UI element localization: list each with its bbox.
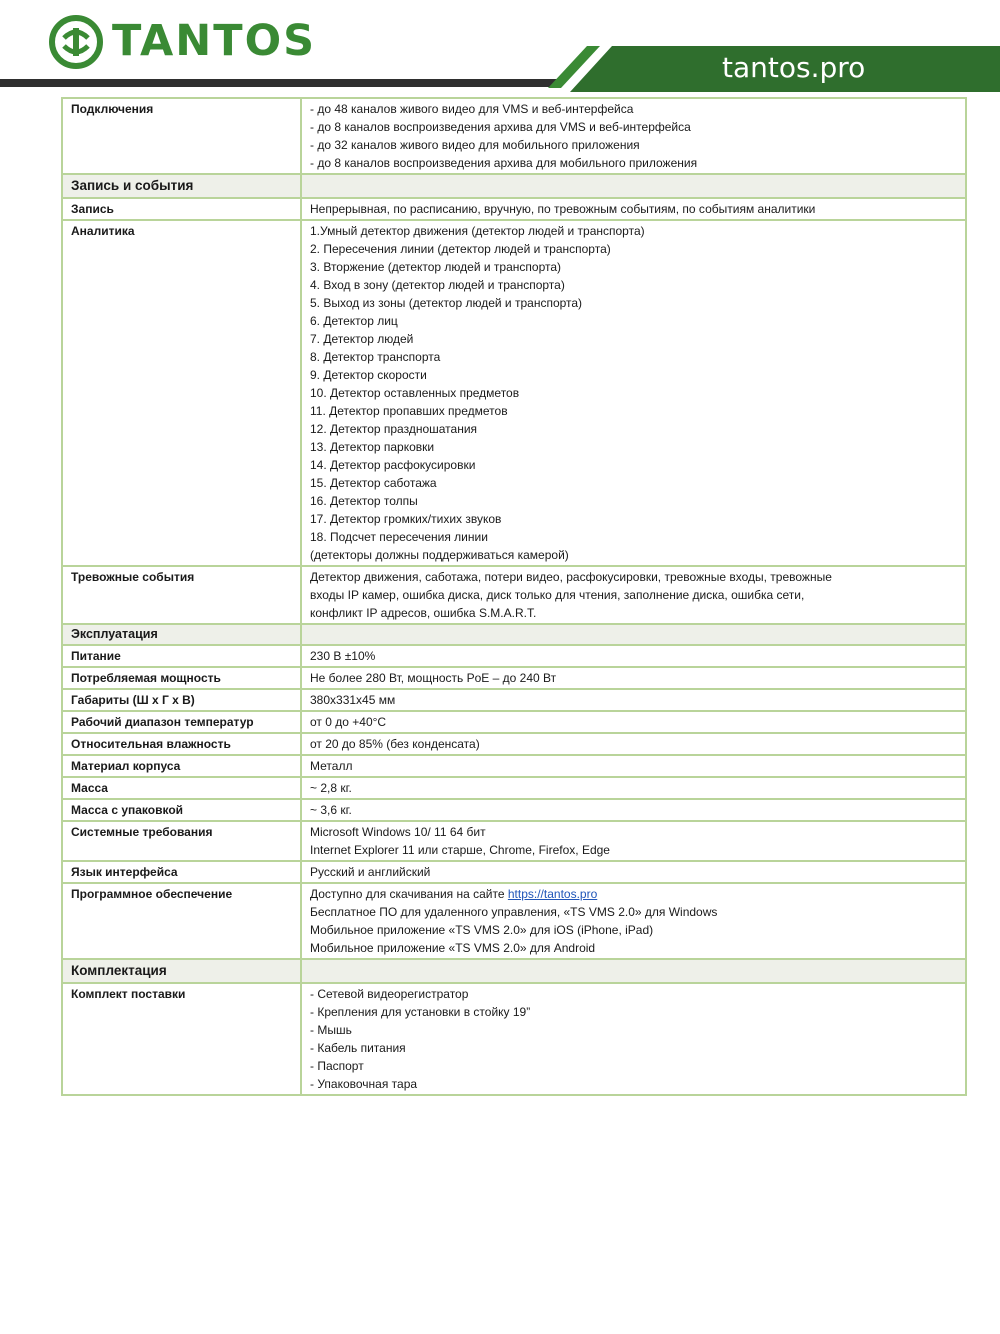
spec-table <box>61 97 967 1096</box>
list-item: Microsoft Windows 10/ 11 64 бит <box>310 825 486 839</box>
row-label: Масса <box>62 777 301 799</box>
section-filler <box>301 959 966 983</box>
table-row <box>62 220 966 566</box>
section-title: Запись и события <box>62 174 301 198</box>
list-item: 2. Пересечения линии (детектор людей и транспорта) <box>310 242 611 256</box>
list-item: 16. Детектор толпы <box>310 494 418 508</box>
list-item: - Мышь <box>310 1023 352 1037</box>
list-item: - Сетевой видеорегистратор <box>310 987 469 1001</box>
table-row <box>62 198 966 220</box>
list-item: конфликт IP адресов, ошибка S.M.A.R.T. <box>310 606 537 620</box>
list-item: 18. Подсчет пересечения линии <box>310 530 488 544</box>
table-row <box>62 711 966 733</box>
download-line <box>310 885 957 903</box>
row-value <box>301 983 966 1095</box>
section-filler <box>301 624 966 645</box>
table-row <box>62 983 966 1095</box>
list-item: 6. Детектор лиц <box>310 314 398 328</box>
row-label: Рабочий диапазон температур <box>62 711 301 733</box>
row-label: Материал корпуса <box>62 755 301 777</box>
brand-logo: TANTOS <box>112 16 317 66</box>
list-item: 10. Детектор оставленных предметов <box>310 386 520 400</box>
row-label: Относительная влажность <box>62 733 301 755</box>
row-label: Комплект поставки <box>62 983 301 1095</box>
list-item: 8. Детектор транспорта <box>310 350 441 364</box>
row-label: Подключения <box>62 98 301 174</box>
list-item: Детектор движения, саботажа, потери видео, расфокусировки, тревожные входы, тревожные <box>310 570 832 584</box>
list-item: Мобильное приложение «TS VMS 2.0» для iOS (iPhone, iPad) <box>310 923 654 937</box>
section-title: Комплектация <box>62 959 301 983</box>
row-value: 230 В ±10% <box>301 645 966 667</box>
row-value: Непрерывная, по расписанию, вручную, по тревожным событиям, по событиям аналитики <box>301 198 966 220</box>
list-item: 5. Выход из зоны (детектор людей и транспорта) <box>310 296 583 310</box>
row-value <box>301 98 966 174</box>
section-header-row <box>62 624 966 645</box>
list-item: 7. Детектор людей <box>310 332 414 346</box>
row-value <box>301 821 966 861</box>
row-value: от 0 до +40°С <box>301 711 966 733</box>
list-item: - Крепления для установки в стойку 19” <box>310 1005 531 1019</box>
list-item: - до 48 каналов живого видео для VMS и веб-интерфейса <box>310 102 634 116</box>
table-row <box>62 566 966 624</box>
row-value: от 20 до 85% (без конденсата) <box>301 733 966 755</box>
row-value: 380х331х45 мм <box>301 689 966 711</box>
list-item: 13. Детектор парковки <box>310 440 435 454</box>
table-row <box>62 733 966 755</box>
row-label: Масса с упаковкой <box>62 799 301 821</box>
row-value: Русский и английский <box>301 861 966 883</box>
list-item: входы IP камер, ошибка диска, диск только для чтения, заполнение диска, ошибка сети, <box>310 588 805 602</box>
list-item: 1.Умный детектор движения (детектор людей и транспорта) <box>310 224 645 238</box>
download-prefix: Доступно для скачивания на сайте <box>310 887 508 901</box>
table-row <box>62 799 966 821</box>
row-value: Металл <box>301 755 966 777</box>
list-item: 12. Детектор праздношатания <box>310 422 478 436</box>
table-row <box>62 861 966 883</box>
table-row <box>62 755 966 777</box>
list-item: - до 8 каналов воспроизведения архива для VMS и веб-интерфейса <box>310 120 691 134</box>
table-row <box>62 667 966 689</box>
row-label: Потребляемая мощность <box>62 667 301 689</box>
row-label: Аналитика <box>62 220 301 566</box>
row-label: Язык интерфейса <box>62 861 301 883</box>
row-label: Питание <box>62 645 301 667</box>
section-title: Эксплуатация <box>62 624 301 645</box>
row-value: Не более 280 Вт, мощность PoE – до 240 Вт <box>301 667 966 689</box>
table-row <box>62 689 966 711</box>
row-value <box>301 566 966 624</box>
table-row <box>62 821 966 861</box>
table-row <box>62 777 966 799</box>
list-item: Internet Explorer 11 или старше, Chrome, Firefox, Edge <box>310 843 610 857</box>
section-header-row <box>62 959 966 983</box>
table-row <box>62 98 966 174</box>
list-item: - до 8 каналов воспроизведения архива для мобильного приложения <box>310 156 698 170</box>
download-link[interactable]: https://tantos.pro <box>507 887 598 901</box>
list-item: 14. Детектор расфокусировки <box>310 458 476 472</box>
list-item: 17. Детектор громких/тихих звуков <box>310 512 502 526</box>
row-value <box>301 883 966 959</box>
list-item: - Упаковочная тара <box>310 1077 418 1091</box>
table-row <box>62 883 966 959</box>
row-value: ~ 2,8 кг. <box>301 777 966 799</box>
list-item: Бесплатное ПО для удаленного управления, «TS VMS 2.0» для Windows <box>310 905 718 919</box>
section-filler <box>301 174 966 198</box>
list-item: (детекторы должны поддерживаться камерой) <box>310 548 569 562</box>
row-label: Запись <box>62 198 301 220</box>
table-row <box>62 645 966 667</box>
list-item: 15. Детектор саботажа <box>310 476 437 490</box>
list-item: 9. Детектор скорости <box>310 368 427 382</box>
list-item: - Кабель питания <box>310 1041 406 1055</box>
list-item: - Паспорт <box>310 1059 364 1073</box>
page-header <box>0 0 1000 95</box>
row-label: Габариты (Ш х Г х В) <box>62 689 301 711</box>
row-label: Системные требования <box>62 821 301 861</box>
tantos-logo-icon <box>48 14 104 70</box>
row-label: Тревожные события <box>62 566 301 624</box>
list-item: 11. Детектор пропавших предметов <box>310 404 508 418</box>
list-item: 3. Вторжение (детектор людей и транспорта) <box>310 260 562 274</box>
site-link[interactable]: tantos.pro <box>722 51 866 84</box>
row-label: Программное обеспечение <box>62 883 301 959</box>
list-item: Мобильное приложение «TS VMS 2.0» для Android <box>310 941 596 955</box>
row-value <box>301 220 966 566</box>
list-item: - до 32 каналов живого видео для мобильного приложения <box>310 138 640 152</box>
list-item: 4. Вход в зону (детектор людей и транспорта) <box>310 278 565 292</box>
row-value: ~ 3,6 кг. <box>301 799 966 821</box>
section-header-row <box>62 174 966 198</box>
